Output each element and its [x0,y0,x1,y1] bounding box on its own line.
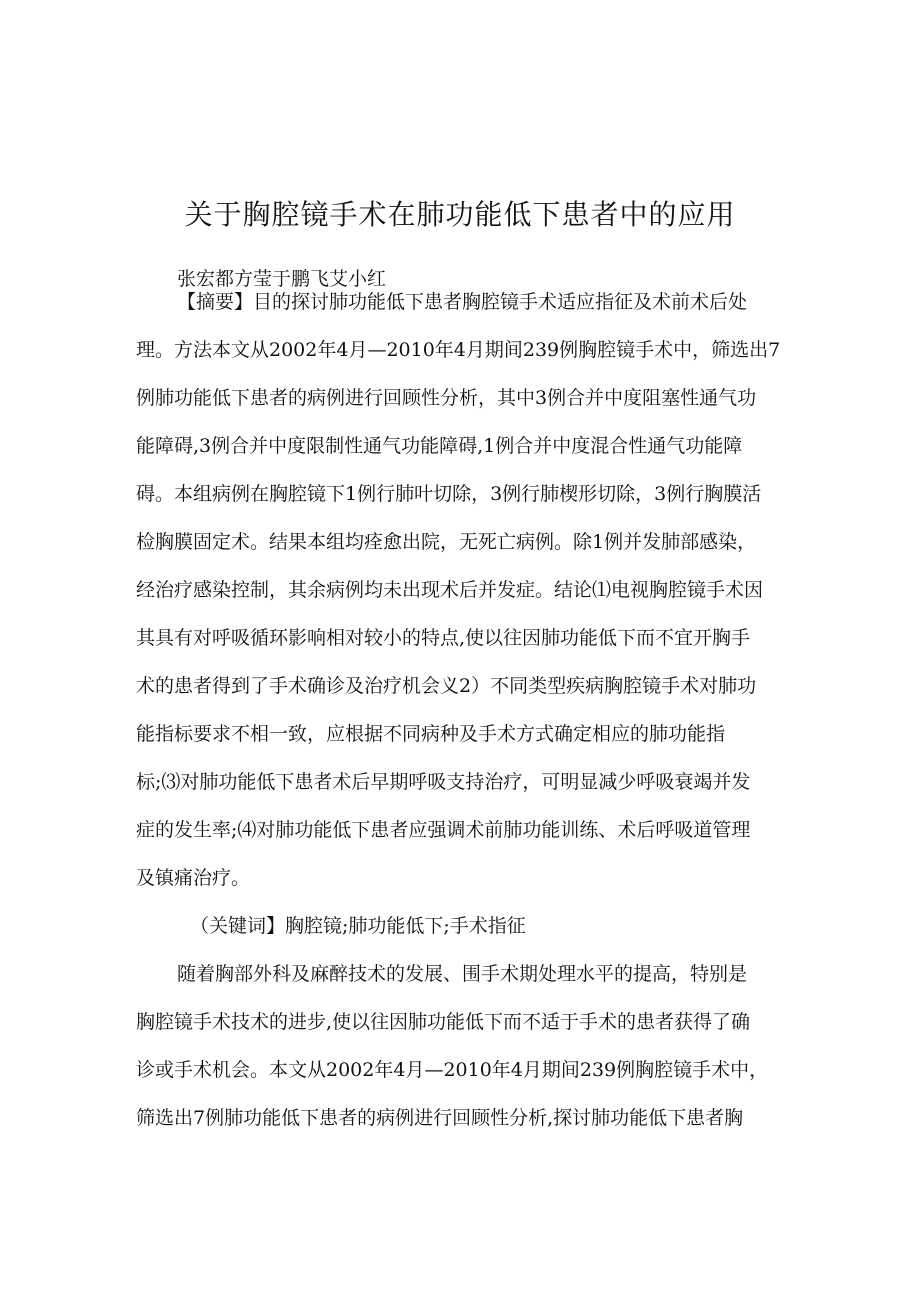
abstract-line: 【摘要】目的探讨肺功能低下患者胸腔镜手术适应指征及术前术后处 [177,291,748,313]
abstract-line: 标;⑶对肺功能低下患者术后早期呼吸支持治疗，可明显减少呼吸衰竭并发 [136,771,751,793]
abstract-line: 能指标要求不相一致，应根据不同病种及手术方式确定相应的肺功能指 [136,723,726,745]
abstract-line: 能障碍,3例合并中度限制性通气功能障碍,1例合并中度混合性通气功能障 [136,435,743,457]
abstract-line: 术的患者得到了手术确诊及治疗机会义2）不同类型疾病胸腔镜手术对肺功 [136,675,757,697]
authors: 张宏都方莹于鹏飞艾小红 [177,268,387,290]
body-line: 诊或手术机会。本文从2002年4月—2010年4月期间239例胸腔镜手术中， [136,1059,769,1081]
page-title: 关于胸腔镜手术在肺功能低下患者中的应用 [184,198,736,231]
abstract-line: 症的发生率;⑷对肺功能低下患者应强调术前肺功能训练、术后呼吸道管理 [136,819,751,841]
abstract-line: 例肺功能低下患者的病例进行回顾性分析，其中3例合并中度阻塞性通气功 [136,387,757,409]
abstract-line: 及镇痛治疗。 [136,867,251,889]
keywords: （关键词】胸腔镜;肺功能低下;手术指征 [190,915,526,937]
abstract-line: 经治疗感染控制，其余病例均未出现术后并发症。结论⑴电视胸腔镜手术因 [136,579,764,601]
body-line: 随着胸部外科及麻醉技术的发展、围手术期处理水平的提高，特别是 [177,963,748,985]
abstract-line: 理。方法本文从2002年4月—2010年4月期间239例胸腔镜手术中，筛选出7 [136,339,781,361]
abstract-line: 其具有对呼吸循环影响相对较小的特点,使以往因肺功能低下而不宜开胸手 [136,627,751,649]
body-line: 胸腔镜手术技术的进步,使以往因肺功能低下而不适于手术的患者获得了确 [136,1011,751,1033]
abstract-line: 检胸膜固定术。结果本组均痊愈出院，无死亡病例。除1例并发肺部感染， [136,531,757,553]
abstract-line: 碍。本组病例在胸腔镜下1例行肺叶切除，3例行肺楔形切除，3例行胸膜活 [136,483,762,505]
body-line: 筛选出7例肺功能低下患者的病例进行回顾性分析,探讨肺功能低下患者胸 [136,1107,744,1129]
